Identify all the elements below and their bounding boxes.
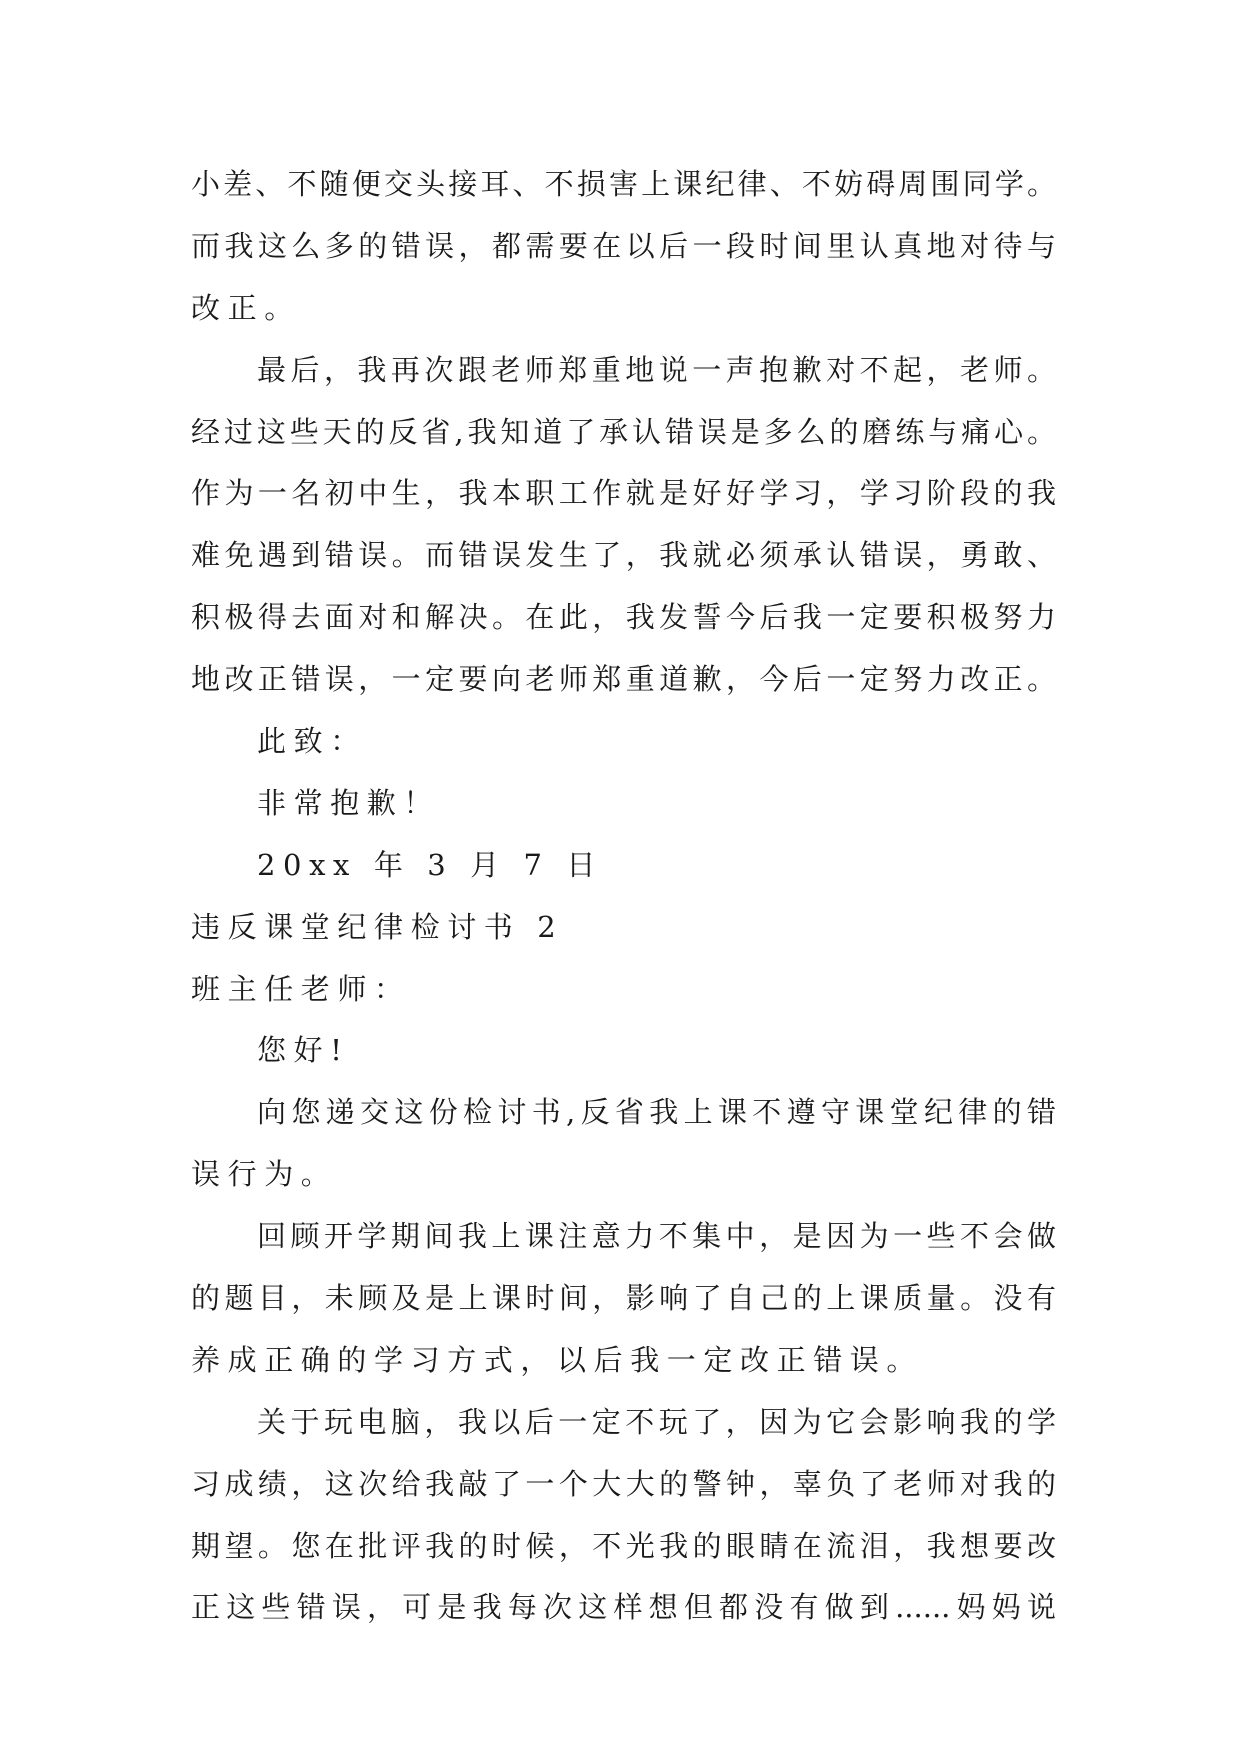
text-line: 向您递交这份检讨书,反省我上课不遵守课堂纪律的错 (257, 1095, 1056, 1130)
text-line: 关于玩电脑，我以后一定不玩了，因为它会影响我的学 (257, 1404, 1056, 1439)
text-line: 正这些错误，可是我每次这样想但都没有做到......妈妈说 (191, 1590, 1056, 1625)
text-line: 最后，我再次跟老师郑重地说一声抱歉对不起，老师。 (257, 352, 1056, 387)
text-line: 非常抱歉！ (257, 785, 441, 820)
text-line: 习成绩，这次给我敲了一个大大的警钟，辜负了老师对我的 (191, 1466, 1056, 1501)
text-line: 地改正错误，一定要向老师郑重道歉，今后一定努力改正。 (191, 662, 1056, 697)
document-body (191, 154, 1056, 1639)
text-line: 班主任老师： (191, 971, 411, 1006)
text-line: 回顾开学期间我上课注意力不集中，是因为一些不会做 (257, 1219, 1056, 1254)
text-line: 违反课堂纪律检讨书 2 (191, 909, 564, 944)
text-line: 难免遇到错误。而错误发生了，我就必须承认错误，勇敢、 (191, 538, 1056, 573)
text-line: 经过这些天的反省,我知道了承认错误是多么的磨练与痛心。 (191, 414, 1056, 449)
text-line: 改正。 (191, 290, 301, 325)
text-line: 而我这么多的错误，都需要在以后一段时间里认真地对待与 (191, 228, 1056, 263)
text-line: 积极得去面对和解决。在此，我发誓今后我一定要积极努力 (191, 600, 1056, 635)
text-line: 20xx 年 3 月 7 日 (257, 847, 604, 882)
text-line: 误行为。 (191, 1157, 338, 1192)
text-line: 您好! (257, 1033, 350, 1068)
text-line: 的题目，未顾及是上课时间，影响了自己的上课质量。没有 (191, 1281, 1056, 1316)
text-line: 作为一名初中生，我本职工作就是好好学习，学习阶段的我 (191, 476, 1056, 511)
text-line: 期望。您在批评我的时候，不光我的眼睛在流泪，我想要改 (191, 1528, 1056, 1563)
text-line: 此致： (257, 724, 367, 759)
text-line: 小差、不随便交头接耳、不损害上课纪律、不妨碍周围同学。 (191, 167, 1056, 201)
text-line: 养成正确的学习方式，以后我一定改正错误。 (191, 1342, 924, 1377)
